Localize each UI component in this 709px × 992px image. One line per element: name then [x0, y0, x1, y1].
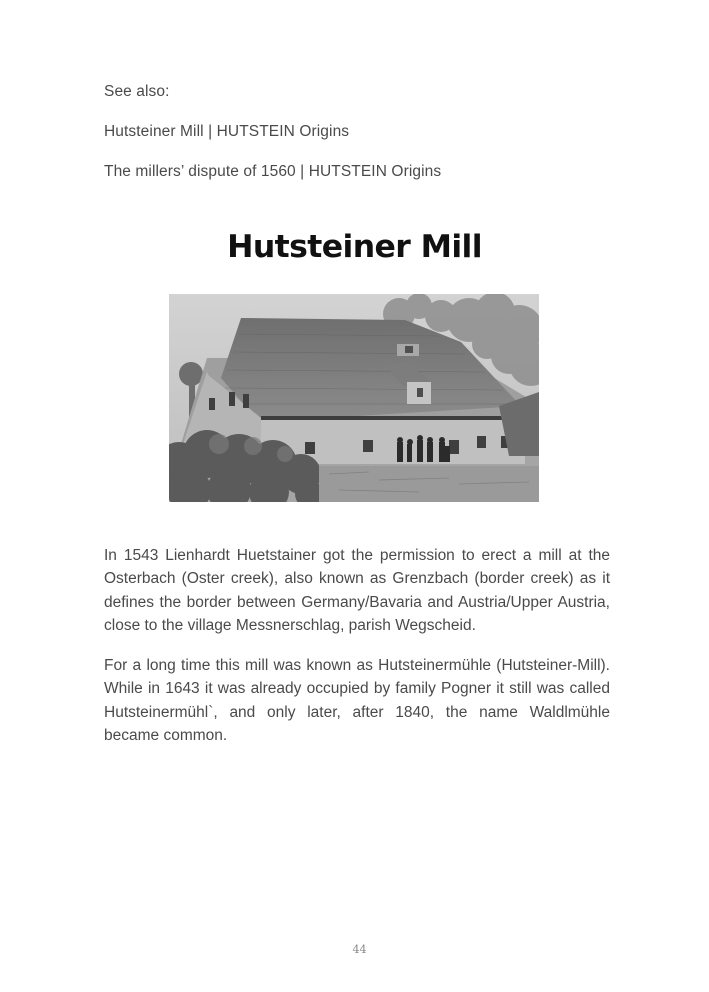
paragraph-history: In 1543 Lienhardt Huetstainer got the permission to erect a mill at the Osterbach (Oster creek), also known as Grenzbach (border creek) as it defines the border between Germany/Bavaria and Austria/Upper Austria, close to the village Messnerschlag, parish Wegscheid.: [104, 547, 610, 634]
page-number: 44: [352, 943, 367, 956]
see-also-heading: See also:: [104, 83, 170, 100]
mill-photo: [169, 294, 539, 502]
see-also-link-millers-dispute[interactable]: The millers’ dispute of 1560 | HUTSTEIN Origins: [104, 163, 442, 180]
page-title: Hutsteiner Mill: [227, 229, 482, 265]
see-also-link-hutsteiner-mill[interactable]: Hutsteiner Mill | HUTSTEIN Origins: [104, 123, 350, 140]
paragraph-naming: For a long time this mill was known as Hutsteinermühle (Hutsteiner-Mill). While in 1643 it was already occupied by family Pogner it still was called Hutsteinermühl`, and only later, after 1840, the name Waldlmühle became common.: [104, 657, 610, 745]
body-text: [104, 544, 610, 764]
see-also-section: [104, 82, 614, 202]
